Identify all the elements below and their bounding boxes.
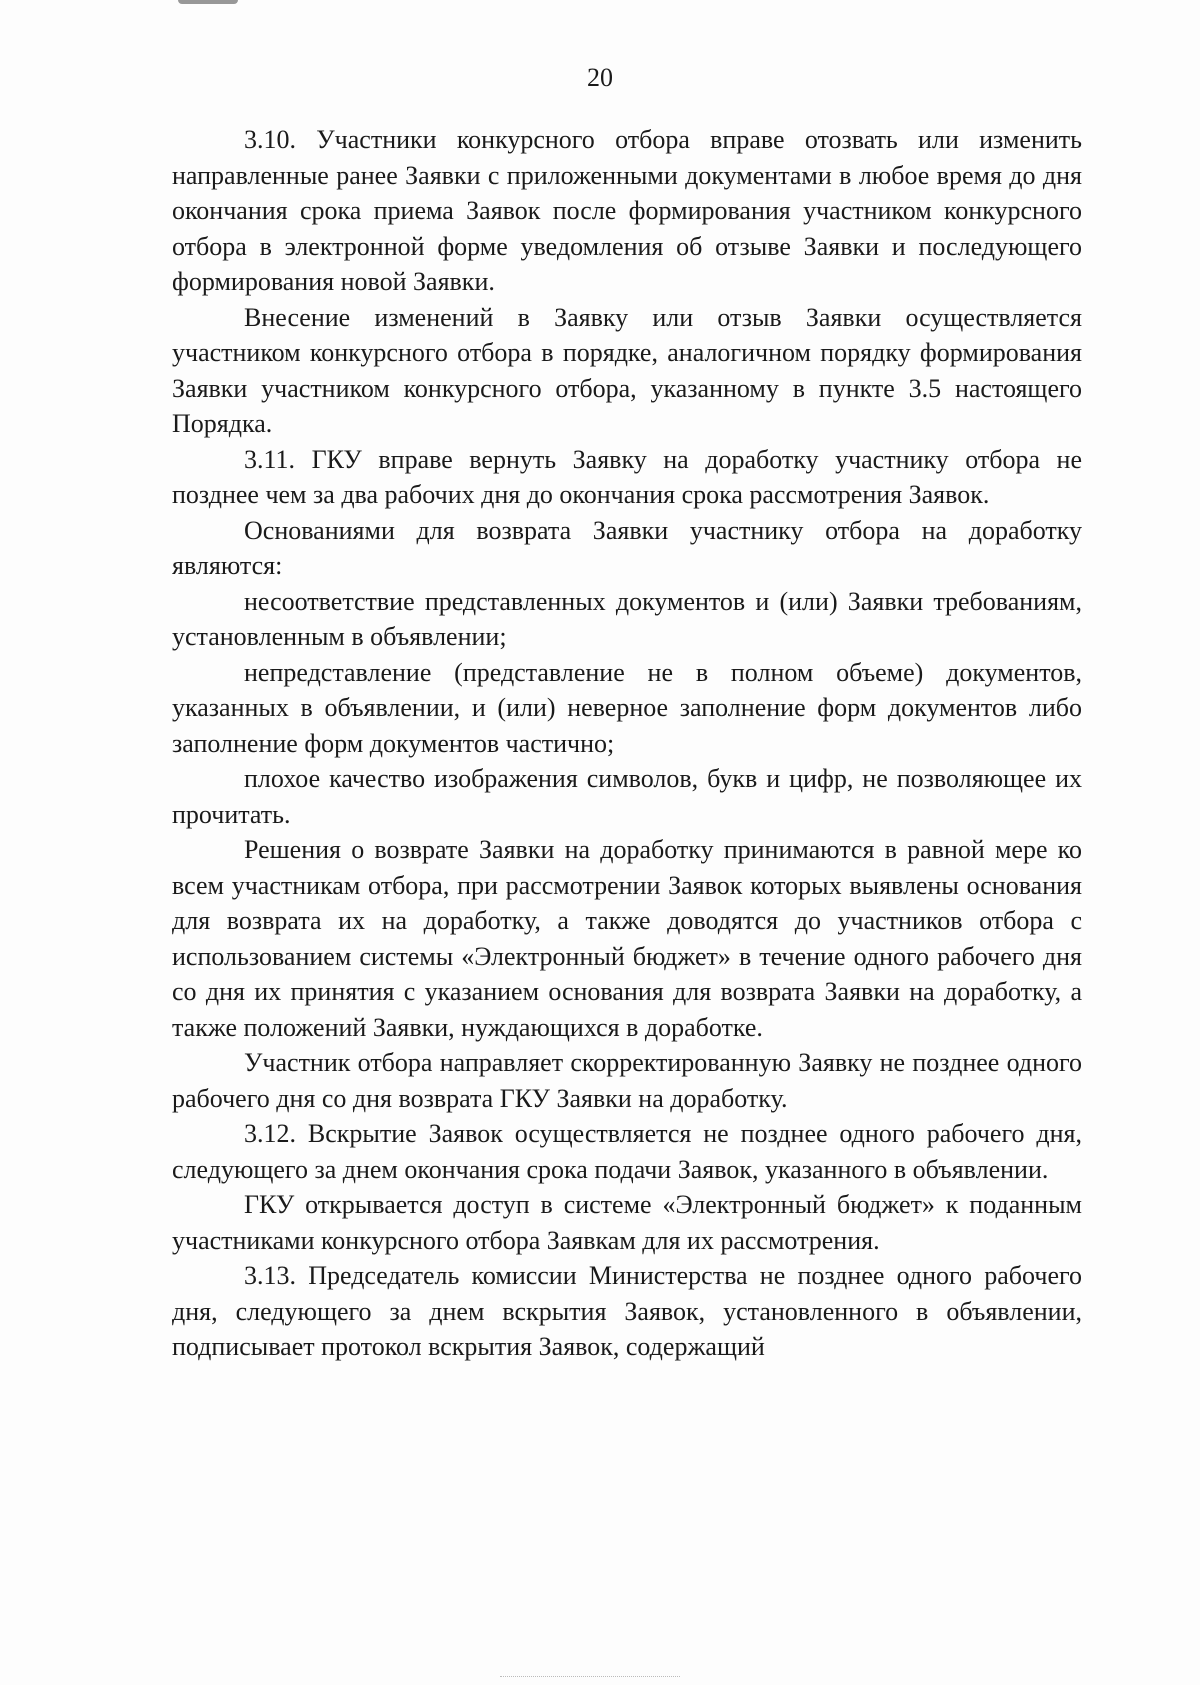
document-body xyxy=(172,122,1082,1365)
paragraph-grounds: Основаниями для возврата Заявки участнику отбора на доработку являются: xyxy=(172,515,1082,580)
paragraph-resubmission: Участник отбора направляет скорректированную Заявку не позднее одного рабочего дня со дня возврата ГКУ Заявки на доработку. xyxy=(172,1048,1082,1113)
scan-artifact-bottom xyxy=(500,1676,680,1679)
paragraph-changes: Внесение изменений в Заявку или отзыв Заявки осуществляется участником конкурсного отбора в порядке, аналогичном порядку формирования Заявки участником конкурсного отбора, указанному в пункте 3.5 настоящего Порядка. xyxy=(172,302,1082,438)
paragraph-3-12: 3.12. Вскрытие Заявок осуществляется не позднее одного рабочего дня, следующего за днем окончания срока подачи Заявок, указанного в объявлении. xyxy=(172,1119,1082,1184)
scan-artifact xyxy=(178,0,238,4)
paragraph-3-11: 3.11. ГКУ вправе вернуть Заявку на доработку участнику отбора не позднее чем за два рабочих дня до окончания срока рассмотрения Заявок. xyxy=(172,444,1082,509)
paragraph-ground-mismatch: несоответствие представленных документов и (или) Заявки требованиям, установленным в объявлении; xyxy=(172,586,1082,651)
page-number: 20 xyxy=(587,63,613,92)
paragraph-3-10: 3.10. Участники конкурсного отбора вправе отозвать или изменить направленные ранее Заявки с приложенными документами в любое время до дня окончания срока приема Заявок после формирования участником конкурсного отбора в электронной форме уведомления об отзыве Заявки и последующего формирования новой Заявки. xyxy=(172,125,1082,296)
paragraph-return-decisions: Решения о возврате Заявки на доработку принимаются в равной мере ко всем участникам отбора, при рассмотрении Заявок которых выявлены основания для возврата их на доработку, а также доводятся до участников отбора с использованием системы «Электронный бюджет» в течение одного рабочего дня со дня их принятия с указанием основания для возврата Заявки на доработку, а также положений Заявки, нуждающихся в доработке. xyxy=(172,835,1082,1042)
paragraph-access: ГКУ открывается доступ в системе «Электронный бюджет» к поданным участниками конкурсного отбора Заявкам для их рассмотрения. xyxy=(172,1190,1082,1255)
paragraph-ground-missing: непредставление (представление не в полном объеме) документов, указанных в объявлении, и (или) неверное заполнение форм документов либо заполнение форм документов частично; xyxy=(172,657,1082,758)
paragraph-ground-quality: плохое качество изображения символов, букв и цифр, не позволяющее их прочитать. xyxy=(172,764,1082,829)
paragraph-3-13: 3.13. Председатель комиссии Министерства не позднее одного рабочего дня, следующего за днем вскрытия Заявок, установленного в объявлении, подписывает протокол вскрытия Заявок, содержащий xyxy=(172,1261,1082,1361)
